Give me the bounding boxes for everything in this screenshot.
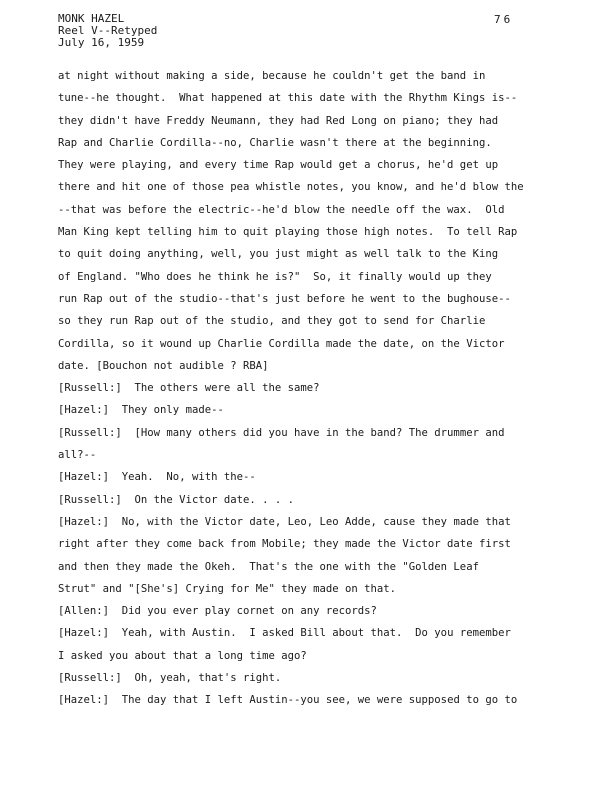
transcript-line <box>58 535 558 557</box>
reel-label: Reel V--Retyped <box>58 24 158 37</box>
line-text: Strut" and "[She's] Crying for Me" they made on that. <box>58 582 397 595</box>
transcript-line <box>58 112 558 134</box>
line-text: --that was before the electric--he'd blow the needle off the wax. Old <box>58 203 505 216</box>
transcript-line <box>58 223 558 245</box>
transcript-line <box>58 513 558 535</box>
transcript-line <box>58 156 558 178</box>
line-text: Yeah. No, with the-- <box>109 471 256 484</box>
transcript-line <box>58 379 558 401</box>
transcript-line <box>58 602 558 624</box>
transcript-line <box>58 245 558 267</box>
speaker-label: [Hazel:] <box>58 471 110 484</box>
line-text: date. [Bouchon not audible ? RBA] <box>58 359 269 372</box>
speaker-label: [Hazel:] <box>58 404 110 417</box>
line-text: to quit doing anything, well, you just might as well talk to the King <box>58 248 499 261</box>
transcript-line <box>58 424 558 446</box>
line-text: Man King kept telling him to quit playing those high notes. To tell Rap <box>58 226 518 239</box>
speaker-label: [Russell:] <box>58 382 122 395</box>
line-text: I asked you about that a long time ago? <box>58 649 307 662</box>
speaker-label: [Hazel:] <box>58 515 110 528</box>
transcript-line <box>58 201 558 223</box>
transcript-line <box>58 647 558 669</box>
transcript-line <box>58 357 558 379</box>
transcript-line <box>58 468 558 490</box>
transcript-line <box>58 268 558 290</box>
transcript-line <box>58 669 558 691</box>
page-header <box>58 13 157 49</box>
line-text: all?-- <box>58 449 97 462</box>
line-text: there and hit one of those pea whistle notes, you know, and he'd blow the <box>58 181 524 194</box>
transcript-line <box>58 335 558 357</box>
line-text: On the Victor date. . . . <box>121 493 294 506</box>
line-text: They were playing, and every time Rap would get a chorus, he'd get up <box>58 159 499 172</box>
transcript-line <box>58 558 558 580</box>
speaker-label: [Russell:] <box>58 672 122 685</box>
line-text: They only made-- <box>109 404 224 417</box>
line-text: No, with the Victor date, Leo, Leo Adde, cause they made that <box>109 515 511 528</box>
speaker-label: [Russell:] <box>58 493 122 506</box>
transcript-body <box>58 67 558 714</box>
line-text: and then they made the Okeh. That's the one with the "Golden Leaf <box>58 560 479 573</box>
interview-date: July 16, 1959 <box>58 36 145 49</box>
speaker-label: [Hazel:] <box>58 627 110 640</box>
transcript-line <box>58 67 558 89</box>
transcript-line <box>58 134 558 156</box>
line-text: Yeah, with Austin. I asked Bill about that. Do you remember <box>109 627 511 640</box>
line-text: [How many others did you have in the band? The drummer and <box>121 426 505 439</box>
line-text: of England. "Who does he think he is?" So, it finally would up they <box>58 270 492 283</box>
line-text: Did you ever play cornet on any records? <box>109 605 377 618</box>
line-text: Rap and Charlie Cordilla--no, Charlie wasn't there at the beginning. <box>58 136 492 149</box>
transcript-line <box>58 290 558 312</box>
transcript-line <box>58 89 558 111</box>
transcript-line <box>58 624 558 646</box>
transcript-line <box>58 312 558 334</box>
line-text: at night without making a side, because he couldn't get the band in <box>58 70 486 82</box>
interviewee-name: MONK HAZEL <box>58 12 125 25</box>
line-text: tune--he thought. What happened at this date with the Rhythm Kings is-- <box>58 92 518 105</box>
line-text: Oh, yeah, that's right. <box>121 672 282 685</box>
page-number: 76 <box>494 13 514 26</box>
transcript-line <box>58 691 558 713</box>
transcript-line <box>58 401 558 423</box>
line-text: they didn't have Freddy Neumann, they had Red Long on piano; they had <box>58 114 499 127</box>
line-text: The day that I left Austin--you see, we were supposed to go to <box>109 694 518 707</box>
transcript-line <box>58 580 558 602</box>
line-text: so they run Rap out of the studio, and they got to send for Charlie <box>58 315 486 328</box>
transcript-line <box>58 446 558 468</box>
speaker-label: [Russell:] <box>58 426 122 439</box>
line-text: The others were all the same? <box>121 382 320 395</box>
line-text: Cordilla, so it wound up Charlie Cordilla made the date, on the Victor <box>58 337 505 350</box>
line-text: run Rap out of the studio--that's just before he went to the bughouse-- <box>58 292 511 305</box>
transcript-line <box>58 178 558 200</box>
transcript-line <box>58 491 558 513</box>
speaker-label: [Hazel:] <box>58 694 110 707</box>
speaker-label: [Allen:] <box>58 605 110 618</box>
line-text: right after they come back from Mobile; they made the Victor date first <box>58 538 511 551</box>
